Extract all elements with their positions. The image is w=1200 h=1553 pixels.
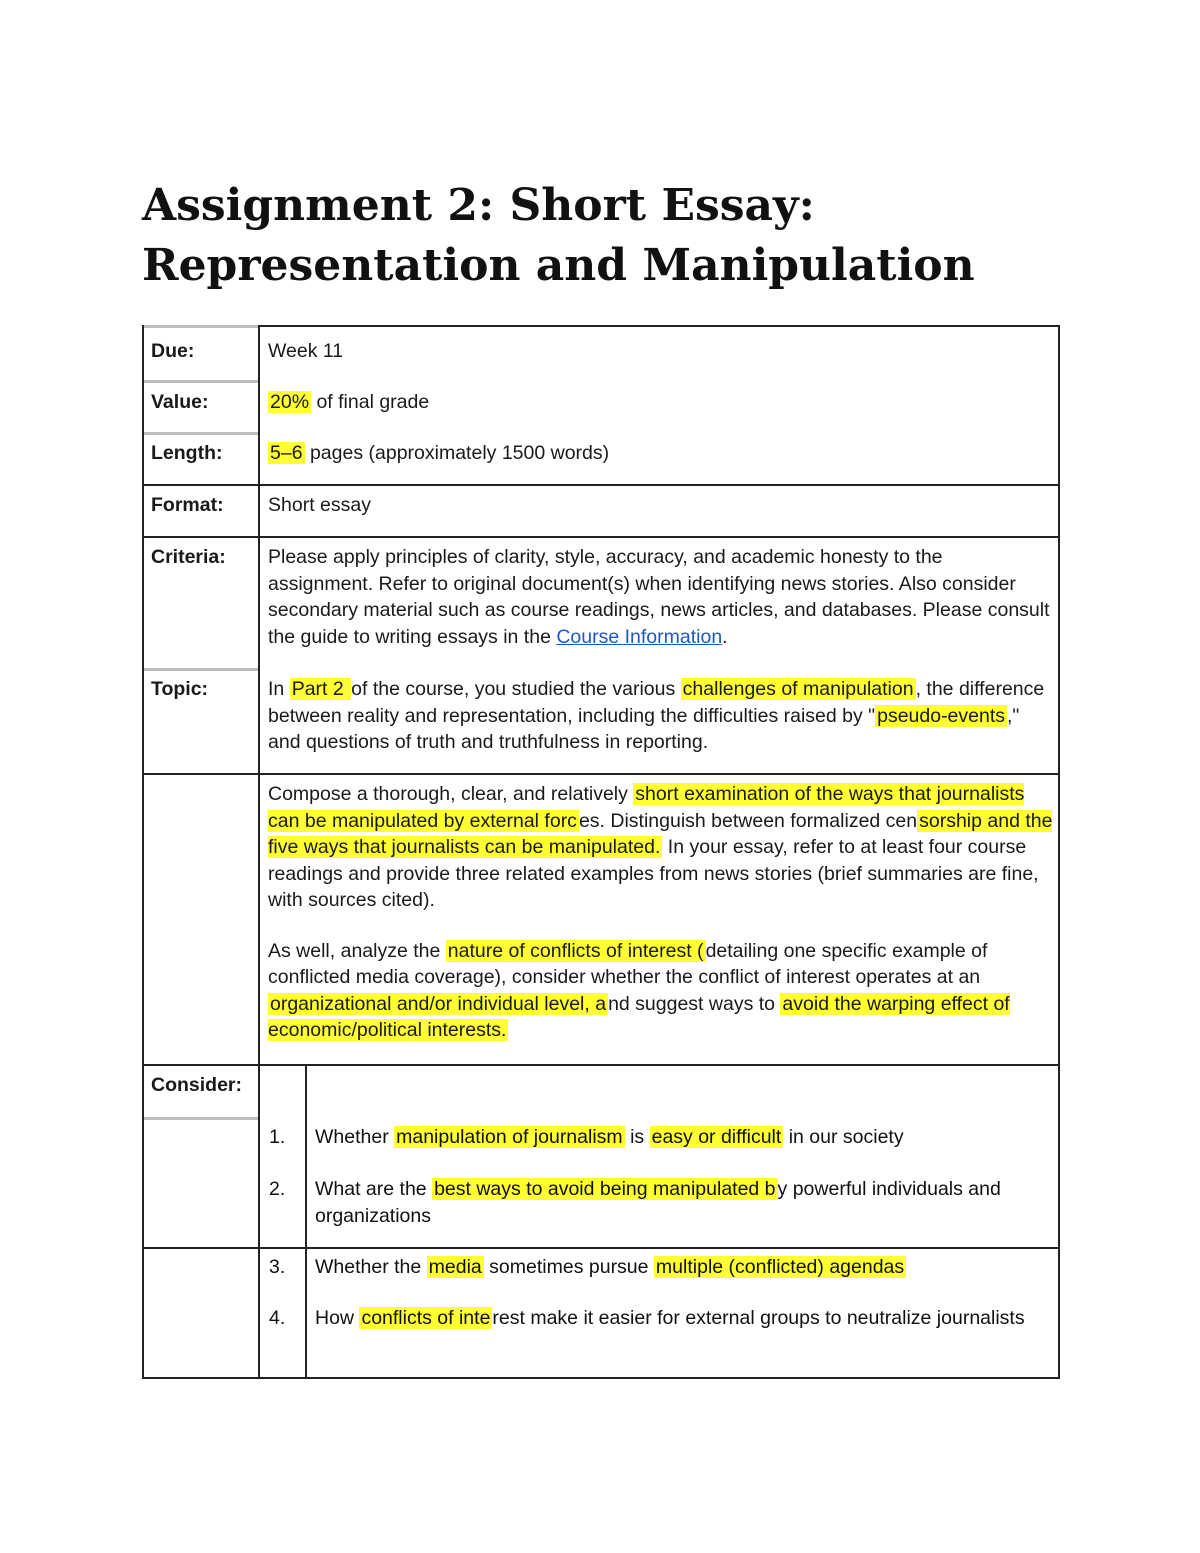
item-highlight: best ways to avoid being manipulated b [434,1178,776,1200]
item-text-part: Whether [315,1126,395,1148]
list-item [315,1254,1045,1281]
task-instructions [268,781,1053,1044]
table-rule [142,380,258,383]
item-text-part: How [315,1307,360,1329]
value-text [268,389,1053,416]
task-highlight: short examination of the ways that journalists can be manipulated by external forc [268,783,1025,832]
item-highlight: media [428,1256,482,1278]
list-number: 3. [269,1256,286,1278]
task-text-part: es. Distinguish between formalized cen [578,809,918,832]
list-item [315,1176,1045,1229]
length-rest: pages (approximately 1500 words) [304,442,610,464]
task-highlight: sorship and the five ways that journalists can be manipulated. [268,809,1053,858]
assignment-table [142,325,1060,1379]
topic-highlight: challenges of manipulation [682,678,914,700]
task-paragraph-1 [268,781,1053,914]
table-rule [142,536,1060,538]
format-value: Short essay [268,494,371,516]
table-rule [142,1377,1060,1379]
criteria-label: Criteria: [151,546,226,568]
topic-text-part: ," and questions of truth and truthfulness in reporting. [268,704,1020,753]
list-item [315,1124,1045,1151]
length-text [268,440,1053,467]
topic-text-part: In [268,678,290,700]
table-rule [305,1064,307,1379]
item-text-part: rest make it easier for external groups to neutralize journalists [492,1307,1025,1329]
table-rule [142,1117,258,1120]
item-text-part: is [624,1126,650,1148]
item-text-part: y powerful individuals and organizations [315,1178,1001,1227]
due-label: Due: [151,340,195,362]
task-paragraph-2 [268,938,1053,1044]
topic-label: Topic: [151,678,209,700]
table-rule [142,325,144,1379]
topic-highlight: pseudo-events [877,704,1006,727]
table-rule [142,325,258,328]
length-label: Length: [151,442,223,464]
table-rule [142,484,1060,486]
task-text-part: detailing one specific example of conflicted media coverage), consider whether the conflict of interest operates at an [268,939,988,988]
topic-text [268,676,1053,756]
table-rule [142,432,258,435]
title-line-2: Representation and Manipulation [142,240,975,291]
value-highlight: 20% [270,391,310,413]
format-label: Format: [151,494,224,516]
table-rule [142,1064,1060,1066]
task-text-part: nd suggest ways to [608,992,781,1015]
criteria-end: . [722,625,728,648]
list-number: 4. [269,1307,286,1329]
title-line-1: Assignment 2: Short Essay: [142,180,815,231]
table-rule [258,325,260,1379]
topic-text-part: , the difference between reality and representation, including the difficulties raised by " [268,678,1045,727]
list-item [315,1305,1045,1332]
table-rule [142,773,1060,775]
criteria-text [268,544,1053,650]
topic-text-part: of the course, you studied the various [351,678,681,700]
item-highlight: multiple (conflicted) agendas [655,1256,905,1278]
topic-highlight: Part 2 [291,678,350,700]
task-text-part: Compose a thorough, clear, and relatively [268,783,634,805]
item-text-part: sometimes pursue [483,1256,654,1278]
table-rule [142,668,258,671]
task-highlight: nature of conflicts of interest ( [447,939,704,962]
task-highlight: avoid the warping effect of economic/political interests. [268,992,1010,1041]
course-information-link[interactable]: Course Information [556,625,723,648]
table-rule [258,325,1060,327]
item-text-part: What are the [315,1178,433,1200]
item-highlight: conflicts of inte [361,1307,491,1329]
due-value: Week 11 [268,340,344,362]
value-label: Value: [151,391,209,413]
table-rule [142,1247,1060,1249]
criteria-body: Please apply principles of clarity, style, accuracy, and academic honesty to the assignment. Refer to original document(s) when identifying news stories. Also consider secondary material such as course readings, news articles, and databases. Please consult the guide to writing essays in the [268,546,1050,648]
item-highlight: manipulation of journalism [396,1126,623,1148]
value-rest: of final grade [311,391,430,413]
page-title [142,176,1102,296]
item-text-part: in our society [783,1126,904,1148]
table-rule [1058,325,1060,1379]
task-text-part: As well, analyze the [268,939,446,962]
task-text-part: In your essay, refer to at least four course readings and provide three related examples from news stories (brief summaries are fine, with sources cited). [268,836,1039,911]
list-number: 1. [269,1126,286,1148]
item-highlight: easy or difficult [651,1126,782,1148]
task-highlight: organizational and/or individual level, a [270,992,607,1015]
length-highlight: 5–6 [270,442,303,464]
list-number: 2. [269,1178,286,1200]
consider-label: Consider: [151,1074,243,1096]
item-text-part: Whether the [315,1256,427,1278]
